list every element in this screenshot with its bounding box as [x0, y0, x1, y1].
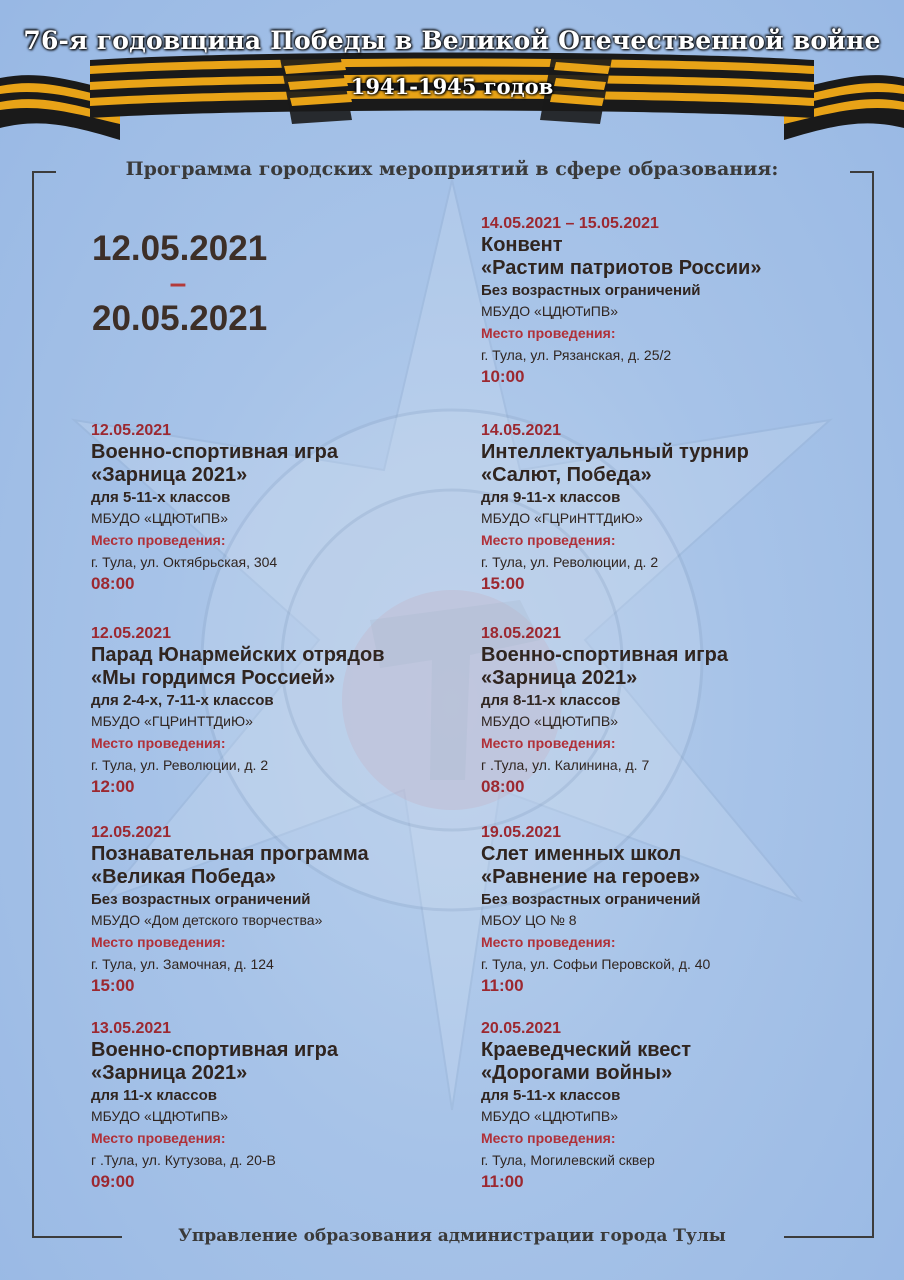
event-name-line: Краеведческий квест — [481, 1039, 692, 1061]
event-name-line: Военно-спортивная игра — [91, 441, 338, 463]
event-date: 13.05.2021 — [91, 1020, 172, 1037]
event-audience: Без возрастных ограничений — [481, 282, 701, 299]
event-name-line: Военно-спортивная игра — [481, 644, 728, 666]
event-time: 11:00 — [481, 1172, 524, 1191]
event-organizer: МБУДО «ГЦРиНТТДиЮ» — [91, 713, 253, 729]
event-organizer: МБУДО «ЦДЮТиПВ» — [481, 303, 618, 319]
event-address: г. Тула, ул. Рязанская, д. 25/2 — [481, 347, 672, 363]
event-place-label: Место проведения: — [91, 1130, 226, 1146]
event-address: г. Тула, ул. Замочная, д. 124 — [91, 956, 274, 972]
event-address: г. Тула, ул. Октябрьская, 304 — [91, 554, 278, 570]
event-place-label: Место проведения: — [481, 325, 616, 341]
event-date: 12.05.2021 — [91, 625, 172, 642]
event-address: г .Тула, ул. Кутузова, д. 20-В — [91, 1152, 276, 1168]
event-audience: для 5-11-х классов — [481, 1087, 621, 1104]
event-card — [481, 421, 881, 595]
event-organizer: МБУДО «ГЦРиНТТДиЮ» — [481, 510, 643, 526]
event-address: г. Тула, ул. Революции, д. 2 — [91, 757, 269, 773]
event-address: г. Тула, ул. Софьи Перовской, д. 40 — [481, 956, 711, 972]
header-title: 76-я годовщина Победы в Великой Отечественной войне — [23, 26, 881, 55]
event-organizer: МБУДО «ЦДЮТиПВ» — [91, 1108, 228, 1124]
event-card — [91, 421, 491, 595]
event-date: 19.05.2021 — [481, 824, 562, 841]
event-card — [91, 624, 491, 798]
event-time: 12:00 — [91, 777, 135, 796]
event-name-line: «Зарница 2021» — [91, 1062, 248, 1084]
event-address: г .Тула, ул. Калинина, д. 7 — [481, 757, 650, 773]
footer-organization: Управление образования администрации города Тулы — [178, 1226, 726, 1246]
event-time: 15:00 — [481, 574, 525, 593]
event-place-label: Место проведения: — [91, 934, 226, 950]
program-title: Программа городских мероприятий в сфере образования: — [125, 158, 779, 180]
event-time: 11:00 — [481, 976, 524, 995]
event-card — [91, 823, 491, 997]
event-card — [91, 1019, 491, 1193]
event-time: 09:00 — [91, 1172, 135, 1191]
event-name-line: «Великая Победа» — [91, 866, 277, 888]
event-audience: для 9-11-х классов — [481, 489, 621, 506]
event-audience: для 11-х классов — [91, 1087, 217, 1104]
event-organizer: МБУДО «Дом детского творчества» — [91, 912, 323, 928]
event-name-line: «Мы гордимся Россией» — [91, 667, 336, 689]
event-place-label: Место проведения: — [481, 735, 616, 751]
event-name-line: Конвент — [481, 234, 563, 256]
event-card — [481, 214, 881, 388]
event-name-line: «Дорогами войны» — [481, 1062, 673, 1084]
event-name-line: Познавательная программа — [91, 843, 369, 865]
event-organizer: МБУДО «ЦДЮТиПВ» — [481, 1108, 618, 1124]
event-place-label: Место проведения: — [481, 934, 616, 950]
event-name-line: «Салют, Победа» — [481, 464, 652, 486]
event-name-line: Парад Юнармейских отрядов — [91, 644, 385, 666]
event-date: 18.05.2021 — [481, 625, 562, 642]
event-place-label: Место проведения: — [91, 532, 226, 548]
event-audience: Без возрастных ограничений — [91, 891, 311, 908]
event-date: 12.05.2021 — [91, 824, 172, 841]
event-audience: для 8-11-х классов — [481, 692, 621, 709]
event-time: 08:00 — [91, 574, 135, 593]
event-organizer: МБУДО «ЦДЮТиПВ» — [91, 510, 228, 526]
event-audience: для 2-4-х, 7-11-х классов — [91, 692, 274, 709]
event-time: 08:00 — [481, 777, 525, 796]
event-audience: Без возрастных ограничений — [481, 891, 701, 908]
event-card — [481, 624, 881, 798]
event-audience: для 5-11-х классов — [91, 489, 231, 506]
event-date: 20.05.2021 — [481, 1020, 562, 1037]
event-name-line: Военно-спортивная игра — [91, 1039, 338, 1061]
event-card — [481, 823, 881, 997]
event-name-line: Слет именных школ — [481, 843, 682, 865]
event-name-line: «Равнение на героев» — [481, 866, 701, 888]
event-card — [481, 1019, 881, 1193]
event-time: 10:00 — [481, 367, 525, 386]
event-date: 12.05.2021 — [91, 422, 172, 439]
event-organizer: МБОУ ЦО № 8 — [481, 912, 577, 928]
event-name-line: «Зарница 2021» — [481, 667, 638, 689]
event-place-label: Место проведения: — [481, 1130, 616, 1146]
date-range-dash: – — [169, 267, 187, 300]
frame-left — [32, 171, 34, 1237]
date-range — [92, 228, 268, 340]
event-place-label: Место проведения: — [91, 735, 226, 751]
event-time: 15:00 — [91, 976, 135, 995]
header-years: 1941-1945 годов — [350, 74, 554, 99]
event-date: 14.05.2021 — [481, 422, 562, 439]
event-address: г. Тула, Могилевский сквер — [481, 1152, 655, 1168]
event-organizer: МБУДО «ЦДЮТиПВ» — [481, 713, 618, 729]
event-date: 14.05.2021 – 15.05.2021 — [481, 215, 659, 232]
event-name-line: «Зарница 2021» — [91, 464, 248, 486]
event-place-label: Место проведения: — [481, 532, 616, 548]
event-name-line: Интеллектуальный турнир — [481, 441, 749, 463]
date-range-end: 20.05.2021 — [92, 299, 268, 338]
date-range-start: 12.05.2021 — [92, 229, 268, 268]
event-address: г. Тула, ул. Революции, д. 2 — [481, 554, 659, 570]
event-name-line: «Растим патриотов России» — [481, 257, 762, 279]
